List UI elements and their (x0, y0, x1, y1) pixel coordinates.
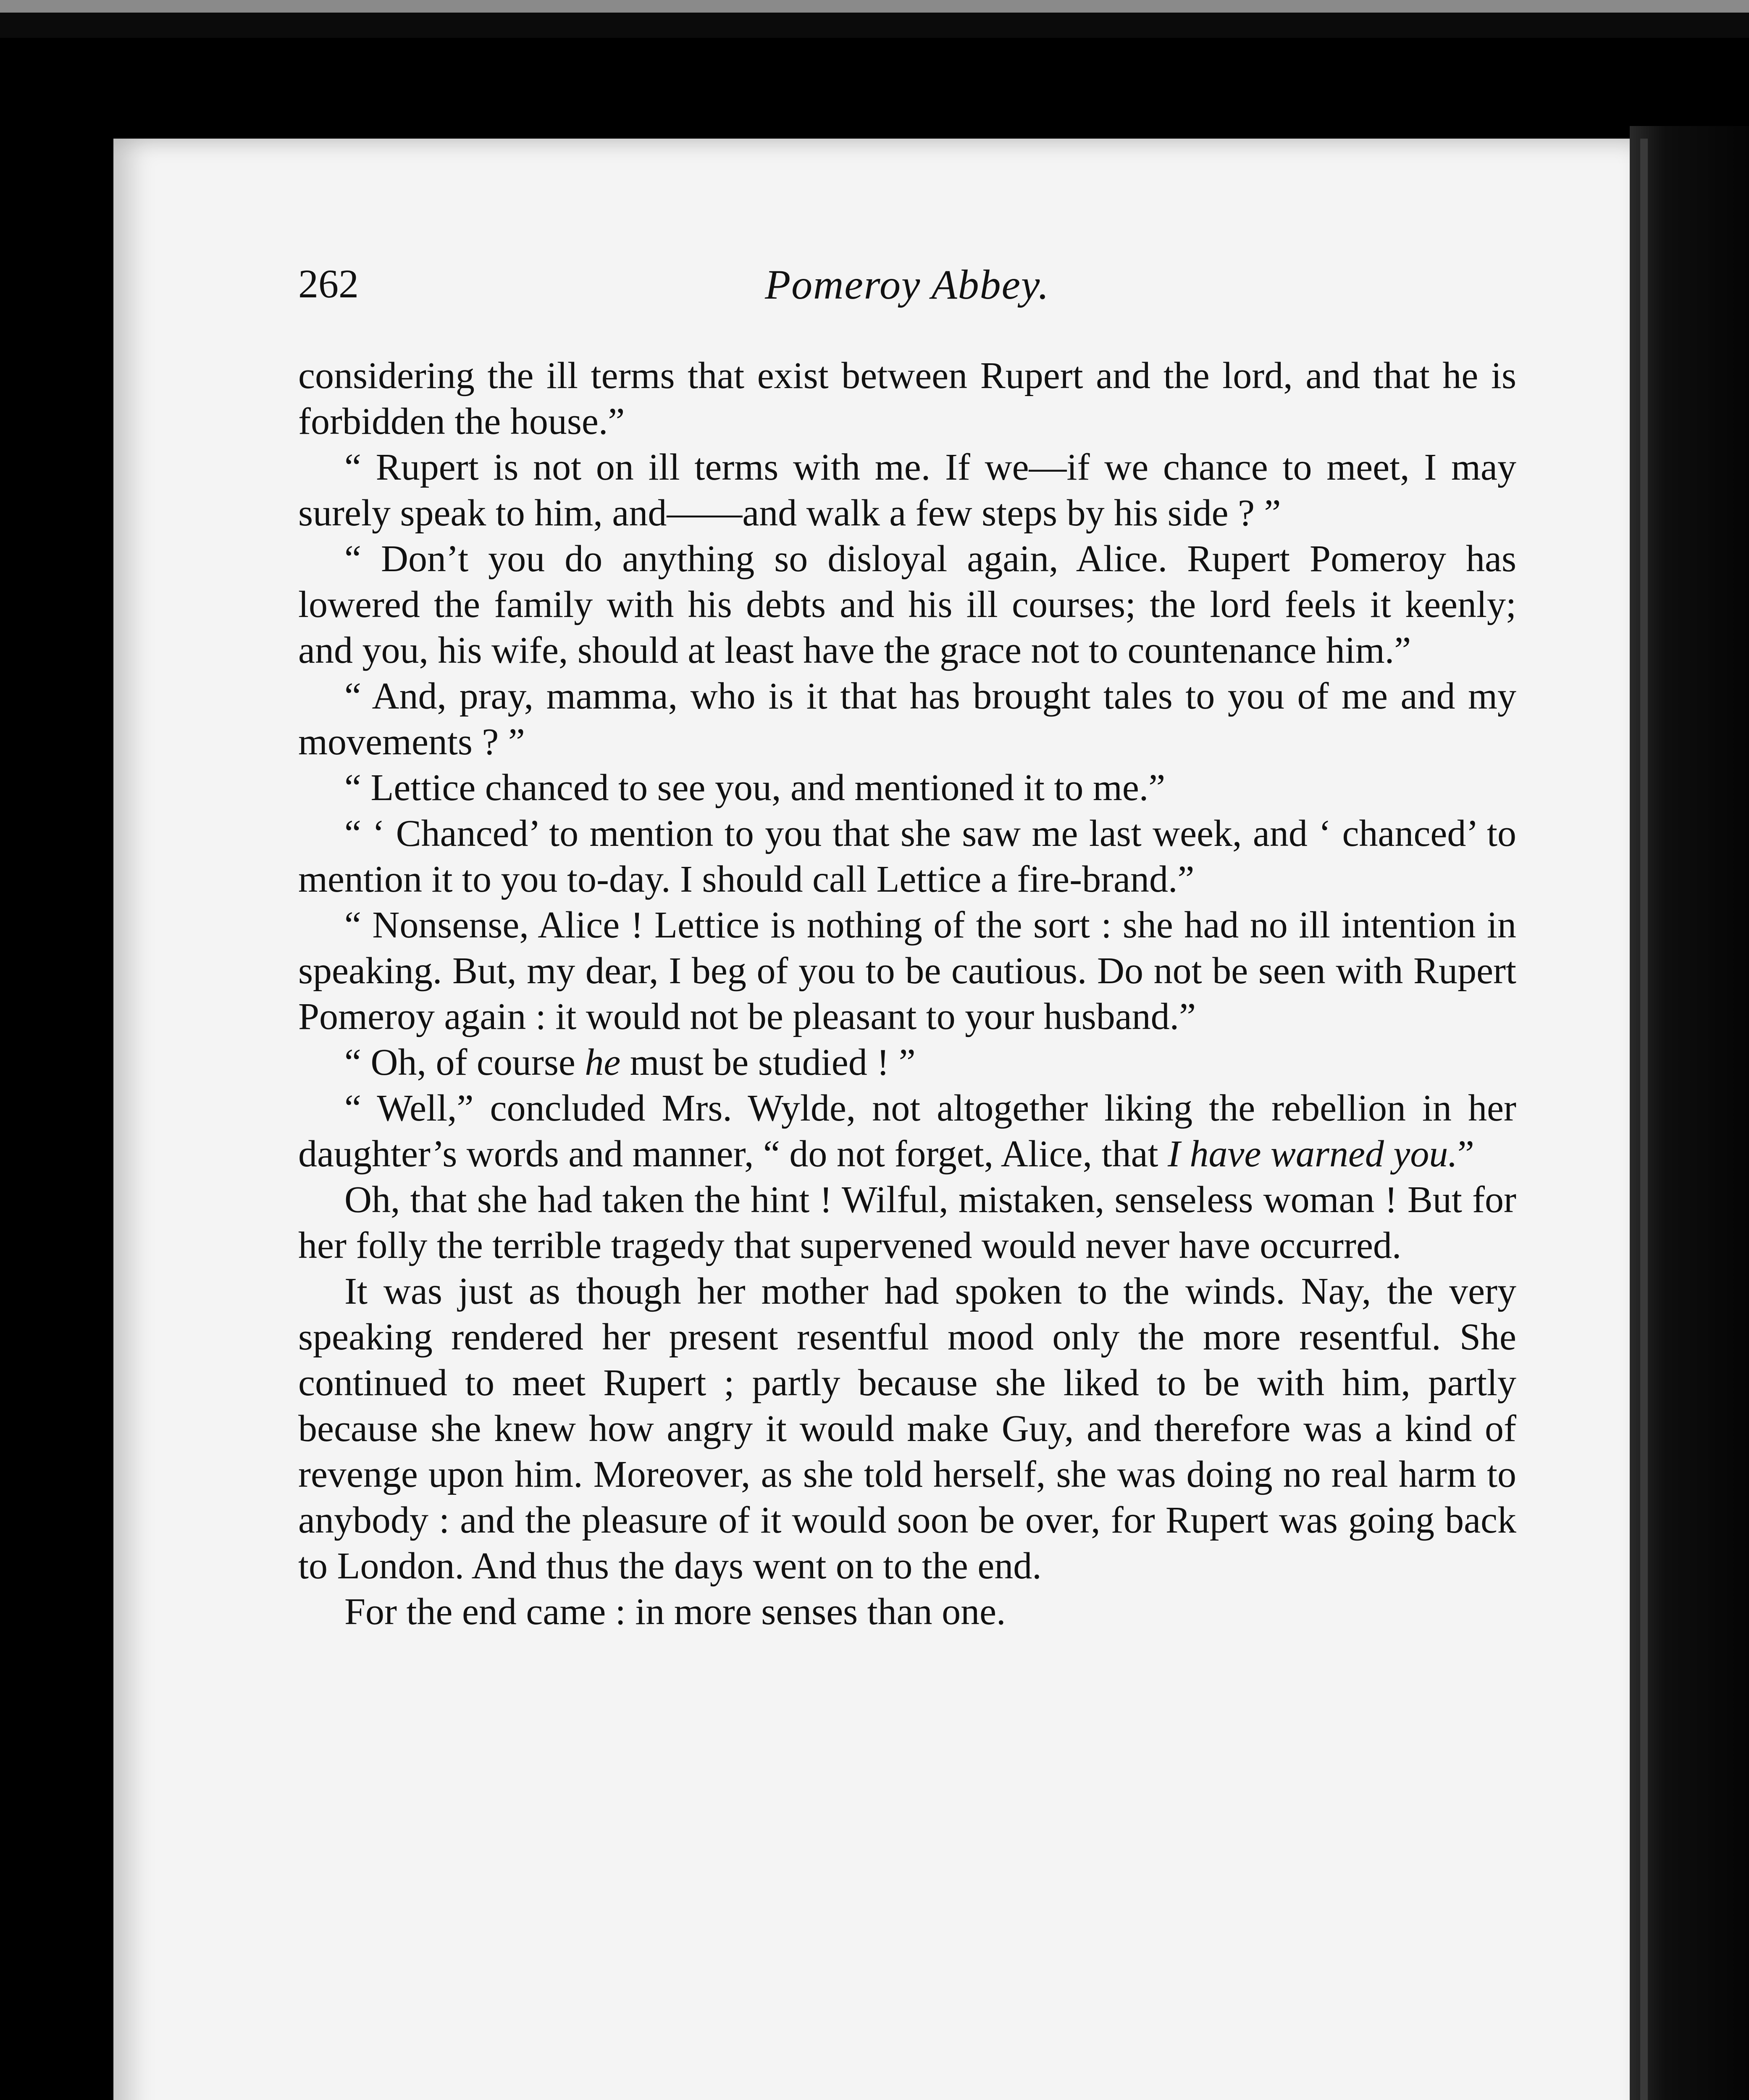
paragraph: “ Don’t you do anything so disloyal again, Alice. Rupert Pomeroy has lowered the family with his debts and his ill courses; the lord feels it keenly; and you, his wife, should at least have the grace not to countenance him.” (298, 538, 1516, 671)
paragraph: “ And, pray, mamma, who is it that has brought tales to you of me and my movements ? ” (298, 675, 1516, 763)
paragraph (298, 1040, 1516, 1085)
paragraph: It was just as though her mother had spoken to the winds. Nay, the very speaking rendered her present resentful mood only the more resentful. She continued to meet Rupert ; partly because she liked to be with him, partly because she knew how angry it would make Guy, and therefore was a kind of revenge upon him. Moreover, as she told herself, she was doing no real harm to anybody : and the pleasure of it would soon be over, for Rupert was going back to London. And thus the days went on to the end. (298, 1270, 1516, 1587)
italic-text: I have warned you. (1168, 1133, 1458, 1175)
page-header (298, 252, 1516, 319)
italic-text: he (585, 1042, 621, 1083)
paragraph: “ Rupert is not on ill terms with me. If we—if we chance to meet, I may surely speak to him, and——and walk a few steps by his side ? ” (298, 446, 1516, 534)
paragraph (298, 1085, 1516, 1177)
paragraph: considering the ill terms that exist between Rupert and the lord, and that he is forbidden the house.” (298, 355, 1516, 442)
scanner-top-strip (0, 0, 1749, 13)
paragraph: “ Nonsense, Alice ! Lettice is nothing of the sort : she had no ill intention in speaking. But, my dear, I beg of you to be cautious. Do not be seen with Rupert Pomeroy again : it would not be pleasant to your husband.” (298, 904, 1516, 1037)
text-run: “ Oh, of course (344, 1042, 585, 1083)
text-run: ” (1457, 1133, 1474, 1175)
body-text (298, 353, 1516, 1635)
paragraph: “ Lettice chanced to see you, and mentioned it to me.” (344, 767, 1166, 808)
page-number: 262 (298, 261, 359, 306)
paragraph: For the end came : in more senses than one. (344, 1591, 1006, 1633)
text-run: “ Well,” concluded Mrs. Wylde, not altogether liking the rebellion in her daughter’s words and manner, “ do not forget, Alice, that (298, 1087, 1516, 1175)
text-run: must be studied ! ” (620, 1042, 916, 1083)
paragraph: “ ‘ Chanced’ to mention to you that she saw me last week, and ‘ chanced’ to mention it to you to-day. I should call Lettice a fire-brand.” (298, 813, 1516, 900)
paragraph: Oh, that she had taken the hint ! Wilful, mistaken, senseless woman ! But for her folly the terrible tragedy that supervened would never have occurred. (298, 1179, 1516, 1266)
binding-edge (1640, 139, 1648, 2100)
scan-left-edge (0, 118, 113, 2100)
running-title: Pomeroy Abbey. (765, 261, 1050, 308)
